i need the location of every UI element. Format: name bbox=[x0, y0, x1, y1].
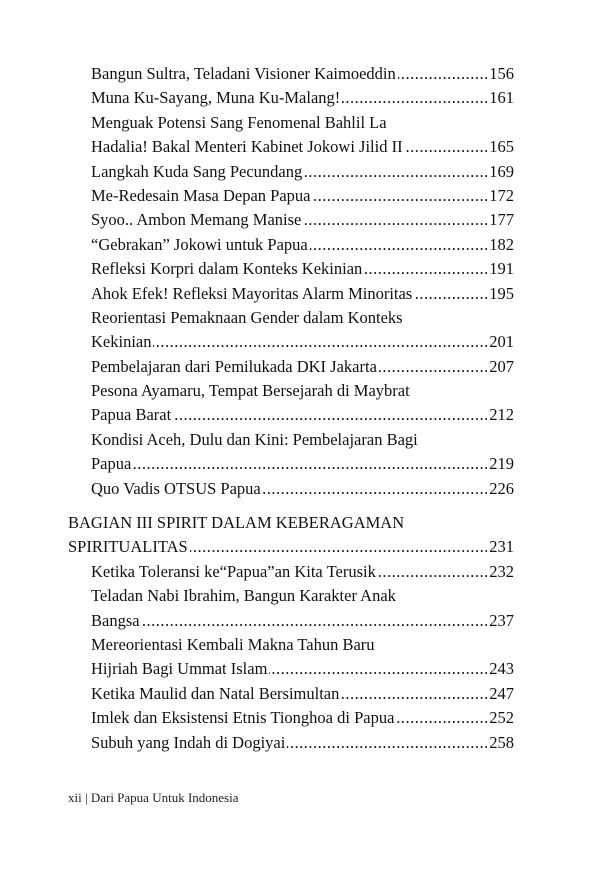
toc-entry-page: 226 bbox=[487, 477, 514, 501]
toc-entry-page: 243 bbox=[487, 657, 514, 681]
toc-entry-title: Papua bbox=[91, 454, 132, 474]
toc-entry bbox=[91, 208, 514, 232]
toc-entry bbox=[91, 282, 514, 306]
toc-entry-page: 156 bbox=[487, 62, 514, 86]
toc-entry-title: Mereorientasi Kembali Makna Tahun Baru bbox=[91, 634, 375, 654]
toc-entry bbox=[91, 706, 514, 730]
toc-entry bbox=[91, 86, 514, 110]
toc-entry-page: 258 bbox=[487, 731, 514, 755]
toc-entry-page: 232 bbox=[487, 560, 514, 584]
toc-entry-title: Quo Vadis OTSUS Papua bbox=[91, 478, 261, 498]
part-heading-line1: BAGIAN III SPIRIT DALAM KEBERAGAMAN bbox=[68, 513, 405, 533]
toc-entry bbox=[91, 428, 514, 452]
toc-entry-page: 161 bbox=[487, 86, 514, 110]
dot-leader bbox=[91, 609, 514, 633]
toc-entry bbox=[91, 257, 514, 281]
toc-entry bbox=[91, 233, 514, 257]
toc-entry-page: 207 bbox=[487, 355, 514, 379]
part-heading bbox=[68, 535, 514, 559]
toc-entry bbox=[91, 403, 514, 427]
toc-entry bbox=[91, 135, 514, 159]
part-heading-page: 231 bbox=[487, 535, 514, 559]
toc-entry-title: Bangun Sultra, Teladani Visioner Kaimoeddin bbox=[91, 64, 396, 83]
toc-entry-title: “Gebrakan” Jokowi untuk Papua bbox=[91, 234, 308, 254]
toc-entry-title: Hadalia! Bakal Menteri Kabinet Jokowi Jilid II bbox=[91, 137, 403, 157]
toc-entry bbox=[91, 682, 514, 706]
toc-entry bbox=[91, 184, 514, 208]
toc-entry-title: Refleksi Korpri dalam Konteks Kekinian bbox=[91, 259, 363, 279]
toc-entry-page: 169 bbox=[487, 160, 514, 184]
toc-entry-title: Kondisi Aceh, Dulu dan Kini: Pembelajaran Bagi bbox=[91, 429, 418, 449]
toc-entry-title: Bangsa bbox=[91, 610, 140, 630]
toc-entry-title: Ahok Efek! Refleksi Mayoritas Alarm Minoritas bbox=[91, 283, 413, 303]
toc-entry bbox=[91, 306, 514, 330]
toc-entry-title: Pesona Ayamaru, Tempat Bersejarah di Maybrat bbox=[91, 381, 410, 401]
toc-entry bbox=[91, 609, 514, 633]
toc-entry-page: 252 bbox=[487, 706, 514, 730]
toc-entry-title: Papua Barat bbox=[91, 405, 172, 425]
toc-entry bbox=[91, 477, 514, 501]
toc-entry-page: 237 bbox=[487, 609, 514, 633]
toc-entry-title: Subuh yang Indah di Dogiyai bbox=[91, 732, 286, 752]
toc-entry-title: Muna Ku-Sayang, Muna Ku-Malang! bbox=[91, 88, 341, 108]
toc-entry-title: Imlek dan Eksistensi Etnis Tionghoa di Papua bbox=[91, 708, 395, 728]
table-of-contents bbox=[0, 62, 602, 755]
dot-leader bbox=[91, 330, 514, 354]
toc-entry-title: Ketika Maulid dan Natal Bersimultan bbox=[91, 683, 340, 703]
toc-entry bbox=[91, 560, 514, 584]
toc-entry-page: 191 bbox=[487, 257, 514, 281]
toc-entry bbox=[91, 160, 514, 184]
toc-entry bbox=[91, 584, 514, 608]
toc-entry bbox=[91, 111, 514, 135]
toc-entry-title: Teladan Nabi Ibrahim, Bangun Karakter Anak bbox=[91, 586, 396, 606]
toc-entry-page: 177 bbox=[487, 208, 514, 232]
toc-entry-page: 165 bbox=[487, 135, 514, 159]
part-heading bbox=[68, 511, 514, 535]
toc-entry bbox=[91, 657, 514, 681]
toc-entry bbox=[91, 452, 514, 476]
toc-entry-page: 247 bbox=[487, 682, 514, 706]
toc-entry bbox=[91, 633, 514, 657]
toc-entry-page: 172 bbox=[487, 184, 514, 208]
toc-entry-title: Me-Redesain Masa Depan Papua bbox=[91, 185, 311, 205]
toc-entry-title: Langkah Kuda Sang Pecundang bbox=[91, 161, 303, 181]
toc-entry bbox=[91, 330, 514, 354]
toc-entry bbox=[91, 731, 514, 755]
toc-entry-title: Syoo.. Ambon Memang Manise bbox=[91, 210, 302, 230]
toc-entry-title: Ketika Toleransi ke“Papua”an Kita Terusik bbox=[91, 561, 376, 581]
toc-entry-title: Kekinian bbox=[91, 332, 152, 352]
toc-entry-title: Hijriah Bagi Ummat Islam bbox=[91, 659, 268, 679]
toc-entry-page: 182 bbox=[487, 233, 514, 257]
toc-entry bbox=[91, 355, 514, 379]
toc-entry-page: 219 bbox=[487, 452, 514, 476]
toc-entry-page: 195 bbox=[487, 282, 514, 306]
toc-entry-title: Menguak Potensi Sang Fenomenal Bahlil La bbox=[91, 112, 387, 132]
toc-entry bbox=[91, 379, 514, 403]
toc-entry-page: 201 bbox=[487, 330, 514, 354]
page-footer: xii | Dari Papua Untuk Indonesia bbox=[68, 790, 239, 805]
dot-leader bbox=[91, 452, 514, 476]
part-heading-line2: SPIRITUALITAS bbox=[68, 537, 188, 557]
toc-entry-title: Pembelajaran dari Pemilukada DKI Jakarta bbox=[91, 356, 377, 376]
toc-entry-page: 212 bbox=[487, 403, 514, 427]
toc-entry bbox=[91, 62, 514, 86]
toc-entry-title: Reorientasi Pemaknaan Gender dalam Konteks bbox=[91, 307, 403, 327]
